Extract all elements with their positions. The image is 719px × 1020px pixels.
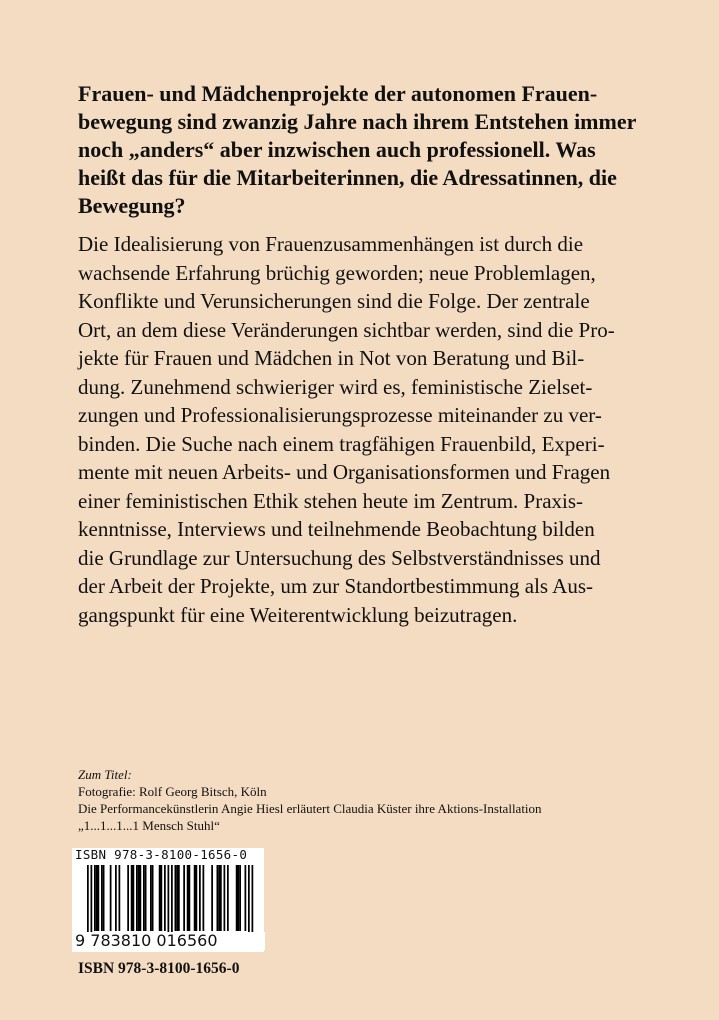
body-line: Ort, an dem diese Veränderungen sichtbar werden, sind die Pro- <box>78 317 615 342</box>
barcode-bar <box>245 865 247 931</box>
barcode-bar <box>239 865 241 931</box>
barcode-bar <box>140 865 142 931</box>
body-line: kenntnisse, Interviews und teilnehmende Beobachtung bilden <box>78 517 595 541</box>
photo-credit: Fotografie: Rolf Georg Bitsch, Köln <box>78 784 267 799</box>
barcode-bar <box>227 865 229 931</box>
barcode-bar <box>217 865 219 931</box>
barcode-bar <box>224 865 226 931</box>
body-line: der Arbeit der Projekte, um zur Standortbestimmung als Aus- <box>78 574 593 598</box>
barcode-digits: 9 783810 016560 <box>75 932 265 950</box>
barcode-bar <box>91 865 93 935</box>
barcode-bar <box>196 865 198 931</box>
barcode-bar <box>101 865 103 931</box>
barcode-bar <box>189 865 191 931</box>
barcode-bar <box>175 865 177 931</box>
body-line: gangspunkt für eine Weiterentwicklung beizutragen. <box>78 602 518 627</box>
barcode <box>72 848 264 952</box>
barcode-bar <box>176 865 178 931</box>
barcode-bar <box>220 865 222 931</box>
barcode-bar <box>138 865 140 931</box>
isbn-label: ISBN 978-3-8100-1656-0 <box>78 960 240 977</box>
barcode-bar <box>136 865 138 931</box>
barcode-bar <box>203 865 205 931</box>
barcode-bar <box>98 865 100 931</box>
barcode-bar <box>143 865 145 931</box>
intro-line: noch „anders“ aber inzwischen auch professionell. Was <box>78 137 596 162</box>
body-line: mente mit neuen Arbeits- und Organisationsformen und Fragen <box>78 460 611 484</box>
barcode-bar <box>145 865 147 931</box>
barcode-bar <box>94 865 96 931</box>
cover-credits <box>78 766 678 834</box>
barcode-bar <box>164 865 166 931</box>
barcode-bar <box>133 865 135 931</box>
barcode-bar <box>218 865 220 931</box>
barcode-bar <box>103 865 105 931</box>
barcode-bar <box>131 865 133 931</box>
barcode-bar <box>199 865 201 931</box>
barcode-bar <box>110 865 112 931</box>
barcode-bar <box>211 865 213 931</box>
barcode-bar <box>161 865 163 931</box>
barcode-bar <box>236 865 238 931</box>
credits-title-label: Zum Titel: <box>78 767 132 782</box>
barcode-bar <box>127 865 129 931</box>
body-line: die Grundlage zur Untersuchung des Selbstverständnisses und <box>78 545 601 570</box>
intro-paragraph <box>78 80 690 220</box>
barcode-bar <box>178 865 180 931</box>
body-line: wachsende Erfahrung brüchig geworden; neue Problemlagen, <box>78 260 596 285</box>
intro-line: Bewegung? <box>78 193 186 218</box>
barcode-bar <box>152 865 154 931</box>
barcode-bar <box>150 865 152 931</box>
artwork-title: „1...1...1...1 Mensch Stuhl“ <box>78 818 220 833</box>
barcode-bars <box>72 865 264 935</box>
barcode-bar <box>187 865 189 931</box>
body-line: zungen und Professionalisierungsprozesse miteinander zu ver- <box>78 403 602 427</box>
body-line: jekte für Frauen und Mädchen in Not von Beratung und Bil- <box>78 346 585 370</box>
body-line: dung. Zunehmend schwieriger wird es, feministische Zielset- <box>78 374 593 399</box>
barcode-bar <box>194 865 196 931</box>
barcode-bar <box>248 865 250 935</box>
barcode-bar <box>119 865 121 931</box>
body-line: binden. Die Suche nach einem tragfähigen Frauenbild, Experi- <box>78 431 605 456</box>
barcode-bar <box>159 865 161 931</box>
barcode-bar <box>168 865 170 935</box>
description-paragraph <box>78 230 690 629</box>
body-line: Die Idealisierung von Frauenzusammenhängen ist durch die <box>78 232 584 256</box>
barcode-bar <box>252 865 254 935</box>
barcode-isbn-text: ISBN 978-3-8100-1656-0 <box>75 847 248 862</box>
body-line: Konflikte und Verunsicherungen sind die Folge. Der zentrale <box>78 289 590 313</box>
intro-line: bewegung sind zwanzig Jahre nach ihrem Entstehen immer <box>78 109 637 134</box>
barcode-bar <box>171 865 173 935</box>
body-line: einer feministischen Ethik stehen heute im Zentrum. Praxis- <box>78 488 584 513</box>
intro-line: Frauen- und Mädchenprojekte der autonomen Frauen- <box>78 81 598 106</box>
barcode-bar <box>96 865 98 931</box>
barcode-bar <box>183 865 185 931</box>
barcode-bar <box>238 865 240 931</box>
barcode-bar <box>87 865 89 935</box>
barcode-bar <box>115 865 117 931</box>
photo-description: Die Performancekünstlerin Angie Hiesl erläutert Claudia Küster ihre Aktions-Installation <box>78 801 542 816</box>
intro-line: heißt das für die Mitarbeiterinnen, die Adressatinnen, die <box>78 165 617 190</box>
